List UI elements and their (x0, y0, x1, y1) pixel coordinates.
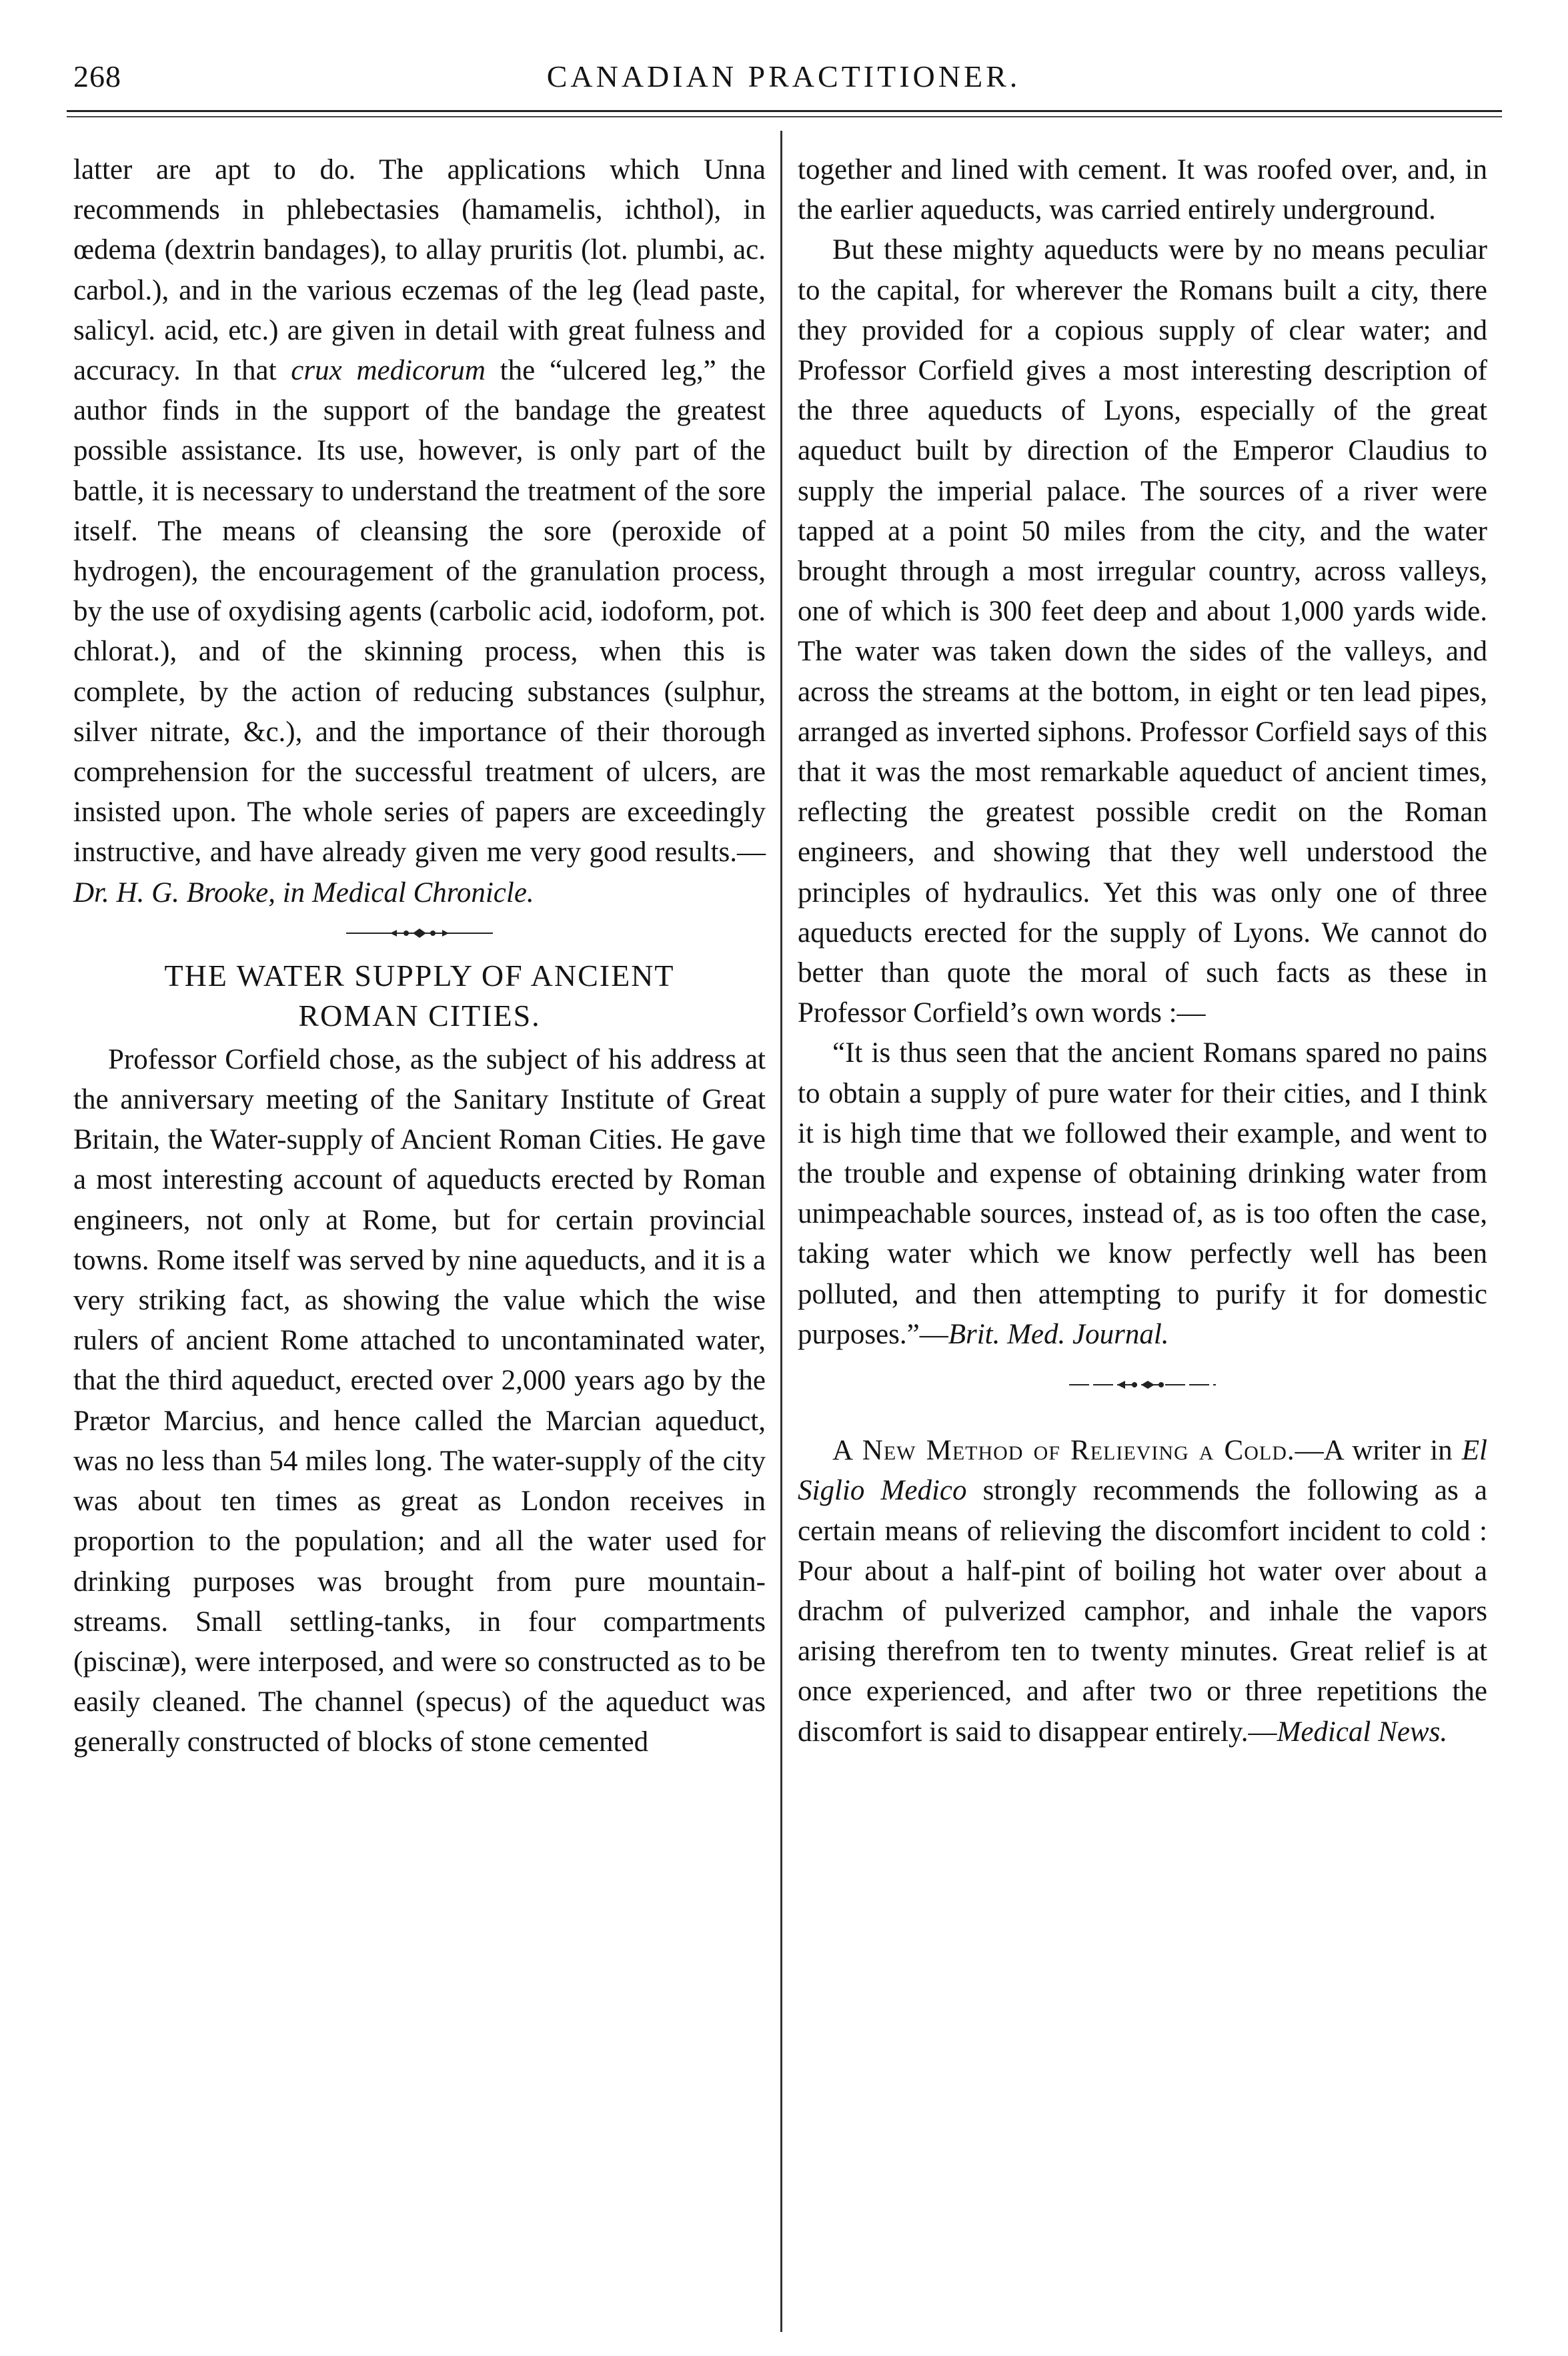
section-title-line1: THE WATER SUPPLY OF ANCIENT (164, 958, 675, 993)
section-ornament-2 (798, 1355, 1487, 1415)
column-divider (780, 131, 782, 2332)
section-ornament (73, 913, 766, 953)
ornament-divider-icon (1042, 1377, 1243, 1393)
section-title (73, 956, 766, 1036)
ulcer-article-source: Dr. H. G. Brooke, in Medical Chronicle. (73, 876, 534, 909)
journal-title: CANADIAN PRACTITIONER. (546, 59, 1021, 93)
cold-remedy-dash: — (1295, 1435, 1324, 1467)
cold-remedy-source: Medical News. (1277, 1716, 1448, 1748)
left-column (73, 150, 766, 1763)
ulcer-text-a: latter are apt to do. The applications which Unna recommends in phlebectasies (hamamelis, ichthol), in œdema (dextrin bandages), to allay pruritis (lot. plumbi, ac. carbol.), and in the various eczemas of the leg (lead paste, salicyl. acid, etc.) are given in detail with great fulness and accuracy. In that (73, 154, 766, 387)
cold-remedy-note (798, 1431, 1487, 1752)
ulcer-text-b: the “ulcered leg,” the author finds in the support of the bandage the greatest possible assistance. Its use, however, is only part of the battle, it is necessary to understand the treatment of the sore itself. The means of cleansing the sore (peroxide of hydrogen), the encouragement of the granulation process, by the use of oxydising agents (carbolic acid, iodoform, pot. chlorat.), and of the skinning process, when this is complete, by the action of reducing substances (sulphur, silver nitrate, &c.), and the importance of their thorough comprehension for the successful treatment of ulcers, are insisted upon. The whole series of papers are exceedingly instructive, and have already given me very good results.— (73, 355, 766, 868)
corfield-quote-source: Brit. Med. Journal. (948, 1318, 1169, 1350)
section-title-line2: ROMAN CITIES. (298, 998, 541, 1033)
running-header (67, 59, 1501, 105)
lyons-aqueducts-paragraph: But these mighty aqueducts were by no means peculiar to the capital, for wherever the Romans built a city, there they provided for a copious supply of clear water; and Professor Corfield gives a most interesting description of the three aqueducts of Lyons, especially of the great aqueduct built by direction of the Emperor Claudius to supply the imperial palace. The sources of a river were tapped at a point 50 miles from the city, and the water brought through a most irregular country, across valleys, one of which is 300 feet deep and about 1,000 yards wide. The water was taken down the sides of the valleys, and across the streams at the bottom, in eight or ten lead pipes, arranged as inverted siphons. Professor Corfield says of this that it was the most remarkable aqueduct of ancient times, reflecting the greatest possible credit on the Roman engineers, and showing that they well understood the principles of hydraulics. Yet this was only one of three aqueducts erected for the supply of Lyons. We cannot do better than quote the moral of such facts as these in Professor Corfield’s own words :— (798, 234, 1487, 1029)
corfield-quote-text: “It is thus seen that the ancient Romans spared no pains to obtain a supply of pure water for their cities, and I think it is high time that we followed their example, and went to the trouble and expense of obtaining drinking water from unimpeachable sources, instead of, as is too often the case, taking water which we know perfectly well has been polluted, and then attempting to purify it for domestic purposes.”— (798, 1037, 1487, 1350)
cold-remedy-title: A New Method of Relieving a Cold. (832, 1435, 1295, 1467)
cold-remedy-text-a: A writer in (1323, 1435, 1462, 1467)
ulcer-latin-phrase: crux medicorum (291, 355, 486, 387)
header-rule-thin (67, 116, 1502, 117)
cold-remedy-text-b: strongly recommends the following as a certain means of relieving the discomfort incident to cold : Pour about a half-pint of boiling hot water over about a drachm of pulverized camphor, and inhale the vapors arising therefrom ten to twenty minutes. Great relief is at once experienced, and after two or three repetitions the discomfort is said to disappear entirely.— (798, 1475, 1487, 1748)
ulcer-article-paragraph (73, 150, 766, 913)
aqueduct-paragraph: Professor Corfield chose, as the subject of his address at the anniversary meeting of the Sanitary Institute of Great Britain, the Water-supply of Ancient Roman Cities. He gave a most interesting account of aqueducts erected by Roman engineers, not only at Rome, but for certain provincial towns. Rome itself was served by nine aqueducts, and it is a very striking fact, as showing the value which the wise rulers of ancient Rome attached to uncontaminated water, that the third aqueduct, erected over 2,000 years ago by the Prætor Marcius, and hence called the Marcian aqueduct, was no less than 54 miles long. The water-supply of the city was about ten times as great as London receives in proportion to the population; and all the water used for drinking purposes was brought from pure mountain-streams. Small settling-tanks, in four compartments (piscinæ), were interposed, and were so constructed as to be easily cleaned. The channel (specus) of the aqueduct was generally constructed of blocks of stone cemented (73, 1043, 766, 1758)
right-column (798, 150, 1487, 1752)
cold-remedy-journal: El Siglio Medico (798, 1435, 1487, 1507)
page-number: 268 (73, 59, 121, 93)
ornament-divider-icon (333, 925, 506, 941)
aqueduct-continuation-paragraph: together and lined with cement. It was roofed over, and, in the earlier aqueducts, was carried entirely underground. (798, 154, 1487, 226)
header-rule (67, 110, 1502, 112)
spacer (798, 1415, 1487, 1431)
corfield-quote-paragraph (798, 1033, 1487, 1355)
